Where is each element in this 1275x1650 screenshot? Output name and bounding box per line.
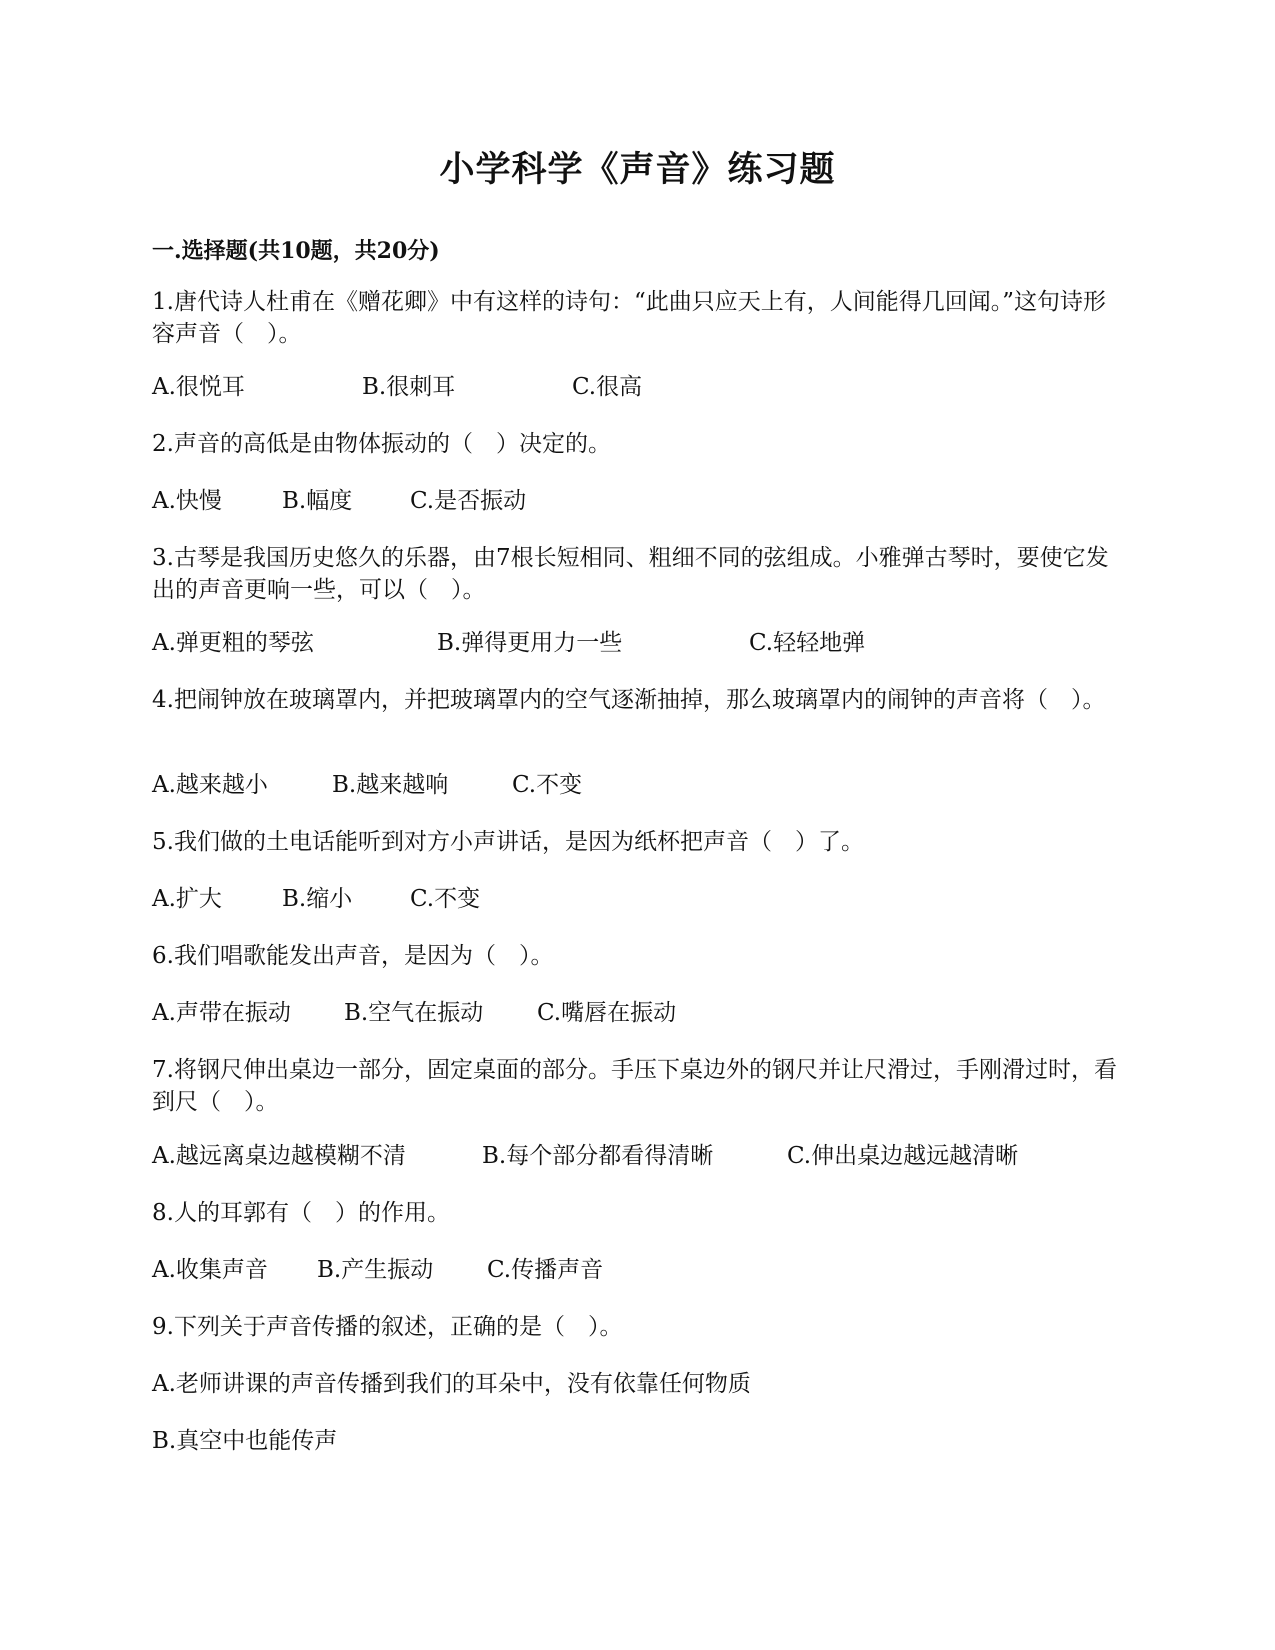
question-8-text: 8.人的耳郭有（ ）的作用。 [152, 1200, 450, 1226]
question-9-text: 9.下列关于声音传播的叙述，正确的是（ ）。 [152, 1314, 623, 1340]
question-7-option-b: B.每个部分都看得清晰 [482, 1143, 714, 1169]
question-2-option-c: C.是否振动 [410, 488, 527, 514]
question-6-text: 6.我们唱歌能发出声音，是因为（ ）。 [152, 943, 554, 969]
question-8-option-c: C.传播声音 [487, 1257, 604, 1283]
question-5-option-c: C.不变 [410, 886, 481, 912]
question-5-text: 5.我们做的土电话能听到对方小声讲话，是因为纸杯把声音（ ）了。 [152, 829, 864, 855]
question-3-option-b: B.弹得更用力一些 [437, 630, 623, 656]
question-7-option-a: A.越远离桌边越模糊不清 [152, 1143, 406, 1169]
question-7-option-c: C.伸出桌边越远越清晰 [787, 1143, 1019, 1169]
question-1-text: 1.唐代诗人杜甫在《赠花卿》中有这样的诗句：“此曲只应天上有，人间能得几回闻。”这句诗形容声音（ ）。 [152, 289, 1106, 347]
document-title: 小学科学《声音》练习题 [439, 149, 836, 190]
question-8-option-b: B.产生振动 [317, 1257, 434, 1283]
question-4-option-a: A.越来越小 [152, 772, 268, 798]
question-6-option-a: A.声带在振动 [152, 1000, 291, 1026]
question-2-option-b: B.幅度 [282, 488, 353, 514]
question-2-text: 2.声音的高低是由物体振动的（ ）决定的。 [152, 431, 611, 457]
question-3-option-a: A.弹更粗的琴弦 [152, 630, 314, 656]
question-6-option-c: C.嘴唇在振动 [537, 1000, 677, 1026]
question-6-option-b: B.空气在振动 [344, 1000, 484, 1026]
question-9-option-b: B.真空中也能传声 [152, 1428, 338, 1454]
section-heading: 一.选择题(共10题，共20分) [152, 238, 440, 264]
question-7-text: 7.将钢尺伸出桌边一部分，固定桌面的部分。手压下桌边外的钢尺并让尺滑过，手刚滑过时，看到尺（ ）。 [152, 1057, 1117, 1115]
question-3-text: 3.古琴是我国历史悠久的乐器，由7根长短相同、粗细不同的弦组成。小雅弹古琴时，要使它发出的声音更响一些，可以（ ）。 [152, 545, 1109, 603]
question-9-option-a: A.老师讲课的声音传播到我们的耳朵中，没有依靠任何物质 [152, 1371, 751, 1397]
question-4-option-c: C.不变 [512, 772, 583, 798]
question-5-option-b: B.缩小 [282, 886, 353, 912]
question-1-option-b: B.很刺耳 [362, 374, 456, 400]
question-3-option-c: C.轻轻地弹 [749, 630, 866, 656]
question-1-option-c: C.很高 [572, 374, 643, 400]
question-8-option-a: A.收集声音 [152, 1257, 268, 1283]
question-5-option-a: A.扩大 [152, 886, 222, 912]
question-4-option-b: B.越来越响 [332, 772, 449, 798]
question-2-option-a: A.快慢 [152, 488, 222, 514]
question-4-text: 4.把闹钟放在玻璃罩内，并把玻璃罩内的空气逐渐抽掉，那么玻璃罩内的闹钟的声音将（ ）。 [152, 687, 1106, 713]
question-1-option-a: A.很悦耳 [152, 374, 245, 400]
